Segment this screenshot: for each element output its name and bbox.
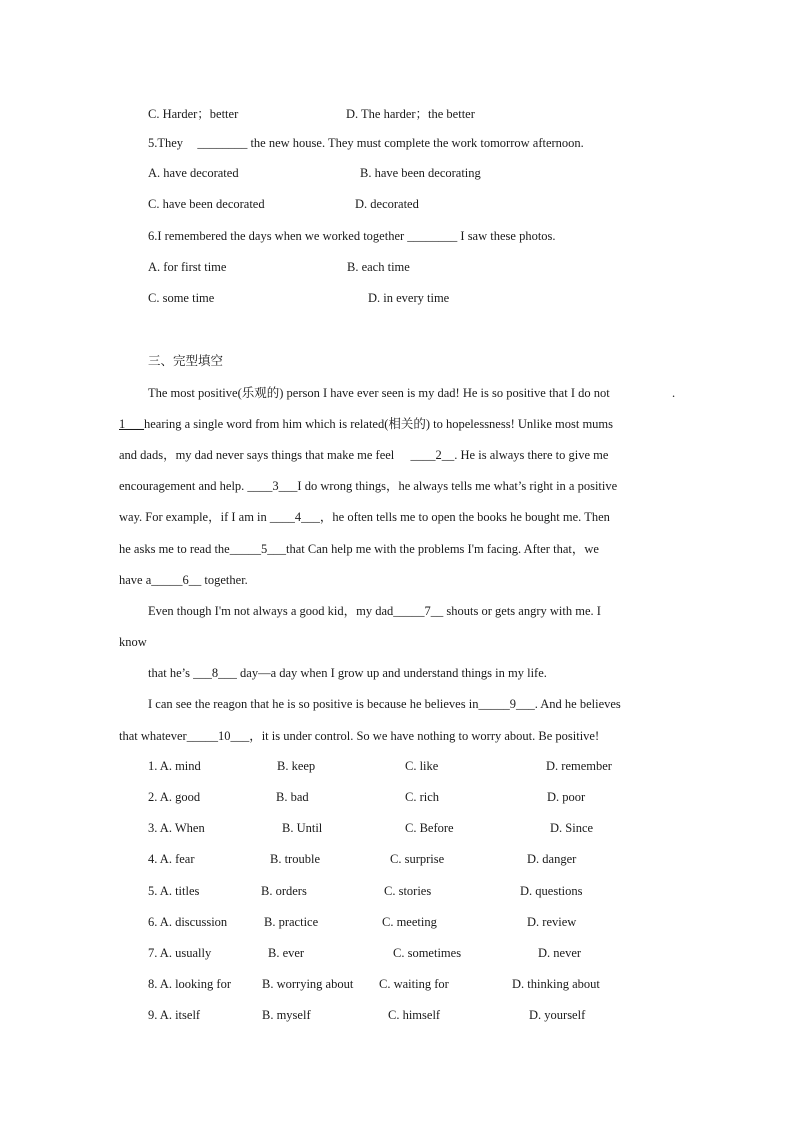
- p1-line-7-post: together.: [204, 573, 248, 587]
- blank-4: ____4___: [269, 510, 320, 524]
- q5-option-d: D. decorated: [355, 197, 419, 211]
- blank-7: _____7__: [393, 604, 444, 618]
- p2-line-2: know: [119, 635, 147, 649]
- p1-line-1-dot: .: [672, 386, 676, 400]
- blank-5: _____5___: [229, 542, 286, 556]
- option-8-d: D. thinking about: [512, 977, 600, 991]
- option-5-b: B. orders: [261, 884, 307, 898]
- blank-2: ____2__: [410, 448, 455, 462]
- option-7-d: D. never: [538, 946, 582, 960]
- q5-option-a: A. have decorated: [148, 166, 239, 180]
- option-6-d: D. review: [527, 915, 577, 929]
- option-1-d: D. remember: [546, 759, 612, 773]
- q5-stem: [148, 135, 584, 151]
- p1-line-6-post: that Can help me with the problems I'm facing. After that，we: [285, 542, 599, 556]
- option-2-b: B. bad: [276, 790, 309, 804]
- p1-line-5: [119, 509, 610, 525]
- option-4-c: C. surprise: [390, 852, 445, 866]
- option-8-c: C. waiting for: [379, 977, 449, 991]
- q6-option-b: B. each time: [347, 260, 410, 274]
- option-6-c: C. meeting: [382, 915, 437, 929]
- option-9-c: C. himself: [388, 1008, 441, 1022]
- p1-line-4-post: I do wrong things，he always tells me what’s right in a positive: [297, 479, 618, 493]
- option-3-d: D. Since: [550, 821, 594, 835]
- p3-line-1: [148, 696, 621, 712]
- p1-line-3: [119, 447, 608, 463]
- p2-line-1-pre: Even though I'm not always a good kid，my dad: [148, 604, 394, 618]
- p2-line-3-post: day—a day when I grow up and understand things in my life.: [240, 666, 547, 680]
- p2-line-1: [148, 603, 601, 619]
- option-7-c: C. sometimes: [393, 946, 462, 960]
- p3-line-2: [119, 728, 599, 744]
- p3-line-1-post: . And he believes: [534, 697, 621, 711]
- p1-line-5-pre: way. For example，if I am in: [119, 510, 267, 524]
- q4-option-c: C. Harder；better: [148, 107, 239, 121]
- p1-line-6-pre: he asks me to read the: [119, 542, 230, 556]
- q5-option-c: C. have been decorated: [148, 197, 265, 211]
- q6-stem: [148, 228, 556, 244]
- q6-stem-pre: 6.I remembered the days when we worked together: [148, 229, 405, 243]
- option-8-b: B. worrying about: [262, 977, 354, 991]
- option-2-a: 2. A. good: [148, 790, 201, 804]
- option-5-c: C. stories: [384, 884, 432, 898]
- option-8-a: 8. A. looking for: [148, 977, 231, 991]
- option-3-b: B. Until: [282, 821, 323, 835]
- p3-line-1-pre: I can see the reagon that he is so positive is because he believes in: [148, 697, 479, 711]
- p1-line-1: [148, 385, 610, 401]
- option-5-d: D. questions: [520, 884, 583, 898]
- option-2-c: C. rich: [405, 790, 440, 804]
- option-1-a: 1. A. mind: [148, 759, 201, 773]
- q6-option-c: C. some time: [148, 291, 215, 305]
- p2-line-1-post: shouts or gets angry with me. I: [446, 604, 601, 618]
- p1-line-7-pre: have a: [119, 573, 152, 587]
- option-4-b: B. trouble: [270, 852, 320, 866]
- section-heading: 三、完型填空: [148, 353, 224, 368]
- option-6-a: 6. A. discussion: [148, 915, 228, 929]
- option-2-d: D. poor: [547, 790, 586, 804]
- p1-line-6: [119, 541, 599, 557]
- p3-line-2-post: ，it is under control. So we have nothing to worry about. Be positive!: [249, 729, 600, 743]
- option-9-a: 9. A. itself: [148, 1008, 201, 1022]
- blank-3: ____3___: [247, 479, 298, 493]
- q5-stem-post: the new house. They must complete the work tomorrow afternoon.: [250, 136, 584, 150]
- option-5-a: 5. A. titles: [148, 884, 200, 898]
- p1-line-1-text: The most positive(乐观的) person I have ever seen is my dad! He is so positive that I do not: [148, 386, 610, 400]
- q6-stem-post: I saw these photos.: [460, 229, 556, 243]
- option-3-c: C. Before: [405, 821, 454, 835]
- blank-6: _____6__: [151, 573, 202, 587]
- option-1-b: B. keep: [277, 759, 316, 773]
- p1-line-2-text: hearing a single word from him which is related(相关的) to hopelessness! Unlike most mums: [144, 417, 614, 431]
- q6-blank: ________: [407, 229, 458, 243]
- blank-10: _____10___: [186, 729, 250, 743]
- p2-line-3-pre: that he’s: [148, 666, 191, 680]
- q5-blank: ________: [197, 136, 248, 150]
- option-6-b: B. practice: [264, 915, 319, 929]
- option-7-a: 7. A. usually: [148, 946, 212, 960]
- option-9-d: D. yourself: [529, 1008, 586, 1022]
- p1-line-2: [119, 416, 613, 432]
- p1-line-4: [119, 478, 617, 494]
- p1-line-3-pre: and dads，my dad never says things that make me feel: [119, 448, 395, 462]
- q5-option-b: B. have been decorating: [360, 166, 481, 180]
- option-4-a: 4. A. fear: [148, 852, 195, 866]
- option-3-a: 3. A. When: [148, 821, 205, 835]
- blank-8: ___8___: [193, 666, 237, 680]
- q6-option-d: D. in every time: [368, 291, 450, 305]
- p1-line-7: [119, 572, 248, 588]
- p3-line-2-pre: that whatever: [119, 729, 187, 743]
- blank-9: _____9___: [478, 697, 535, 711]
- option-7-b: B. ever: [268, 946, 305, 960]
- q4-option-d: D. The harder；the better: [346, 107, 475, 121]
- q5-stem-pre: 5.They: [148, 136, 184, 150]
- blank-1: 1___: [119, 417, 144, 431]
- p1-line-5-post: ，he often tells me to open the books he bought me. Then: [319, 510, 610, 524]
- p2-line-3: [148, 665, 547, 681]
- option-1-c: C. like: [405, 759, 439, 773]
- p1-line-4-pre: encouragement and help.: [119, 479, 245, 493]
- p1-line-3-post: . He is always there to give me: [454, 448, 609, 462]
- option-4-d: D. danger: [527, 852, 577, 866]
- q6-option-a: A. for first time: [148, 260, 227, 274]
- option-9-b: B. myself: [262, 1008, 311, 1022]
